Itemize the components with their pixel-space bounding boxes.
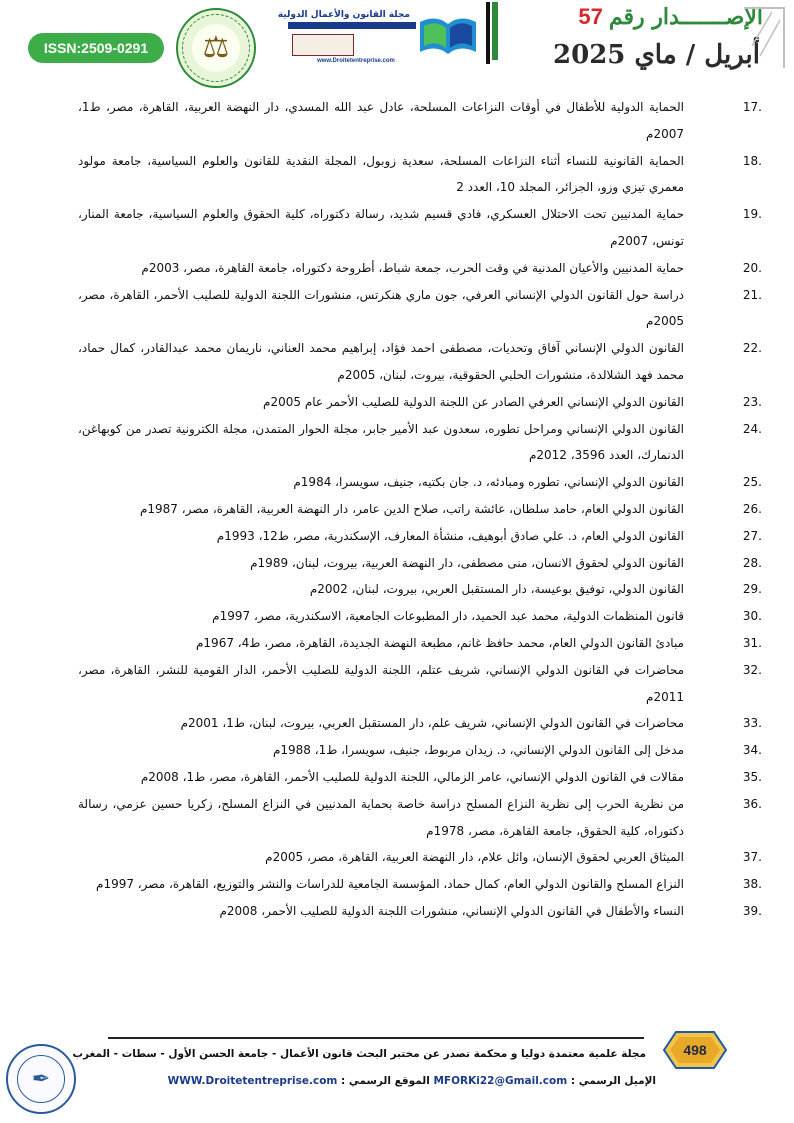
reference-item	[78, 603, 762, 630]
reference-text: حماية المدنيين والأعيان المدنية في وقت الحرب، جمعة شباط، أطروحة دكتوراه، جامعة القاهرة، مصر، 2003م	[141, 260, 684, 275]
reference-text: مقالات في القانون الدولي الإنساني، عامر الزمالي، اللجنة الدولية للصليب الأحمر، القاهرة، مصر، ط1، 2008م	[140, 769, 684, 784]
journal-logo-title: مجلة القانون والأعمال الدولية	[277, 10, 410, 20]
reference-item	[78, 496, 762, 523]
reference-item	[78, 550, 762, 577]
reference-text: حماية المدنيين تحت الاحتلال العسكري، فادي قسيم شديد، رسالة دكتوراه، كلية الحقوق والعلوم السياسية، جامعة المنار، تونس، 2007م	[78, 207, 684, 248]
page-number: 498	[683, 1042, 707, 1058]
reference-text: محاضرات في القانون الدولي الإنساني، شريف علم، دار المستقبل العربي، بيروت، لبنان، ط1، 2001م	[180, 716, 684, 731]
reference-text: الميثاق العربي لحقوق الإنسان، وائل علام، دار النهضة العربية، القاهرة، مصر، 2005م	[265, 850, 684, 865]
reference-text: القانون الدولي الإنساني العرفي الصادر عن اللجنة الدولية للصليب الأحمر عام 2005م	[263, 394, 684, 409]
reference-item	[78, 523, 762, 550]
reference-text: من نظرية الحرب إلى نظرية النزاع المسلح دراسة خاصة بحماية المدنيين في النزاع المسلح، زكريا حسين عزمي، رسالة دكتوراه، كلية الحقوق، جامعة القاهرة، مصر، 1978م	[78, 796, 684, 838]
reference-number: 27.	[742, 528, 762, 543]
reference-item	[78, 791, 762, 845]
reference-item	[78, 201, 762, 255]
logo-ring	[182, 14, 250, 82]
reference-text: مدخل إلى القانون الدولي الإنساني، د. زيدان مربوط، جنيف، سويسرا، ط1، 1988م	[272, 743, 684, 758]
header-divider-black	[486, 2, 490, 64]
reference-text: قانون المنظمات الدولية، محمد عبد الحميد، دار المطبوعات الجامعية، الاسكندرية، مصر، 1997م	[212, 609, 684, 624]
reference-number: 30.	[742, 609, 762, 624]
reference-number: 20.	[742, 260, 762, 275]
logo-stripe	[288, 22, 416, 29]
reference-item	[78, 389, 762, 416]
reference-text: القانون الدولي الإنساني ومراحل تطوره، سعدون عبد الأمير جابر، مجلة الحوار المتمدن، مجلة الكترونية تصدر من كوبهاغن، الدنمارك، العدد 3596، 2012م	[78, 421, 684, 463]
reference-item	[78, 737, 762, 764]
reference-item	[78, 764, 762, 791]
reference-number: 33.	[742, 716, 762, 731]
reference-item	[78, 335, 762, 389]
reference-text: القانون الدولي لحقوق الانسان، منى مصطفى، دار النهضة العربية، بيروت، لبنان، 1989م	[250, 555, 684, 570]
reference-item	[78, 657, 762, 711]
reference-number: 24.	[742, 421, 762, 436]
reference-item	[78, 255, 762, 282]
header-divider-green	[492, 2, 498, 60]
footer-contact	[108, 1075, 656, 1087]
reference-text: القانون الدولي العام، د. علي صادق أبوهيف، منشأة المعارف، الإسكندرية، مصر، ط12، 1993م	[216, 528, 684, 543]
reference-number: 25.	[742, 475, 762, 490]
reference-item	[78, 630, 762, 657]
reference-item	[78, 94, 762, 148]
issn-badge: ISSN:2509-0291	[28, 33, 164, 63]
website-link[interactable]: WWW.Droitetentreprise.com	[167, 1075, 338, 1087]
reference-number: 18.	[742, 153, 762, 168]
reference-list	[78, 94, 762, 925]
reference-number: 29.	[742, 582, 762, 597]
reference-text: الحماية الدولية للأطفال في أوقات النزاعات المسلحة، عادل عبد الله المسدي، دار النهضة العربية، القاهرة، مصر، ط1، 2007م	[78, 100, 684, 141]
reference-number: 19.	[742, 207, 762, 222]
journal-description: مجلة علمية معتمدة دوليا و محكمة تصدر عن مختبر البحث قانون الأعمال - جامعة الحسن الأول - سطات - المغرب	[72, 1048, 646, 1060]
page-number-badge	[662, 1030, 728, 1070]
reference-number: 22.	[742, 341, 762, 356]
issue-heading	[505, 4, 763, 36]
reference-item	[78, 844, 762, 871]
reference-text: الحماية القانونية للنساء أثناء النزاعات المسلحة، سعدية زوبول، المجلة النقدية للقانون والعلوم السياسية، جامعة مولود معمري تيزي وزو، الجزائر، المجلد 10، العدد 2	[78, 153, 684, 195]
footer-divider	[108, 1037, 644, 1039]
reference-item	[78, 282, 762, 336]
reference-number: 28.	[742, 555, 762, 570]
scales-of-justice-icon: ⚖	[202, 30, 230, 65]
email-label: الإميل الرسمي :	[570, 1075, 656, 1087]
reference-number: 35.	[742, 769, 762, 784]
reference-item	[78, 416, 762, 470]
reference-text: دراسة حول القانون الدولي الإنساني العرفي، جون ماري هنكرتس، منشورات اللجنة الدولية للصليب الأحمر، القاهرة، مصر، 2005م	[78, 287, 684, 329]
reference-number: 31.	[742, 635, 762, 650]
email-link[interactable]: MFORKi22@Gmail.com	[433, 1075, 568, 1087]
issue-number: 57	[578, 4, 603, 29]
issue-date: أبريل / ماي 2025	[553, 40, 760, 70]
reference-item	[78, 469, 762, 496]
stamp-emblem-icon: ✒	[17, 1055, 65, 1103]
reference-text: القانون الدولي الإنساني، تطوره ومبادئه، د. جان بكتيه، جنيف، سويسرا، 1984م	[293, 475, 684, 490]
reference-item	[78, 710, 762, 737]
reference-text: محاضرات في القانون الدولي الإنساني، شريف عتلم، اللجنة الدولية للصليب الأحمر، الدار القومية للنشر، القاهرة، مصر، 2011م	[78, 662, 684, 704]
reference-text: النزاع المسلح والقانون الدولي العام، كمال حماد، المؤسسة الجامعية للدراسات والنشر والتوزيع، القاهرة، مصر، 1997م	[96, 877, 684, 892]
research-lab-logo	[176, 8, 256, 88]
reference-number: 38.	[742, 877, 762, 892]
reference-item	[78, 148, 762, 202]
reference-number: 34.	[742, 743, 762, 758]
reference-number: 39.	[742, 903, 762, 918]
reference-item	[78, 871, 762, 898]
reference-number: 32.	[742, 662, 762, 677]
corner-decoration	[742, 6, 786, 70]
reference-text: القانون الدولي الإنساني آفاق وتحديات، مصطفى احمد فؤاد، إبراهيم محمد العناني، ناريمان محمد عبدالقادر، كمال حماد، محمد فهد الشلالدة، منشورات الحلبي الحقوقية، بيروت، لبنان، 2005م	[78, 341, 684, 382]
reference-number: 23.	[742, 394, 762, 409]
director-stamp	[6, 1044, 76, 1114]
journal-logo-website[interactable]: www.Droitetentreprise.com	[317, 58, 395, 64]
reference-number: 26.	[742, 501, 762, 516]
university-emblem	[292, 34, 354, 56]
reference-number: 21.	[742, 287, 762, 302]
open-book-icon	[416, 12, 480, 58]
reference-text: القانون الدولي العام، حامد سلطان، عائشة راتب، صلاح الدين عامر، دار النهضة العربية، القاهرة، مصر، 1987م	[139, 501, 684, 516]
reference-text: القانون الدولي، توفيق بوعيسة، دار المستقبل العربي، بيروت، لبنان، 2002م	[309, 582, 684, 597]
reference-number: 17.	[742, 100, 762, 114]
website-label: الموقع الرسمي :	[341, 1075, 430, 1087]
reference-item	[78, 576, 762, 603]
reference-item	[78, 898, 762, 925]
reference-number: 36.	[742, 796, 762, 811]
reference-text: مبادئ القانون الدولي العام، محمد حافظ غانم، مطبعة النهضة الجديدة، القاهرة، مصر، ط4، 1967م	[195, 635, 684, 650]
reference-text: النساء والأطفال في القانون الدولي الإنساني، منشورات اللجنة الدولية للصليب الأحمر، 2008م	[219, 903, 684, 918]
issue-label: الإصـــــــدار رقم	[608, 4, 763, 30]
reference-number: 37.	[742, 850, 762, 865]
